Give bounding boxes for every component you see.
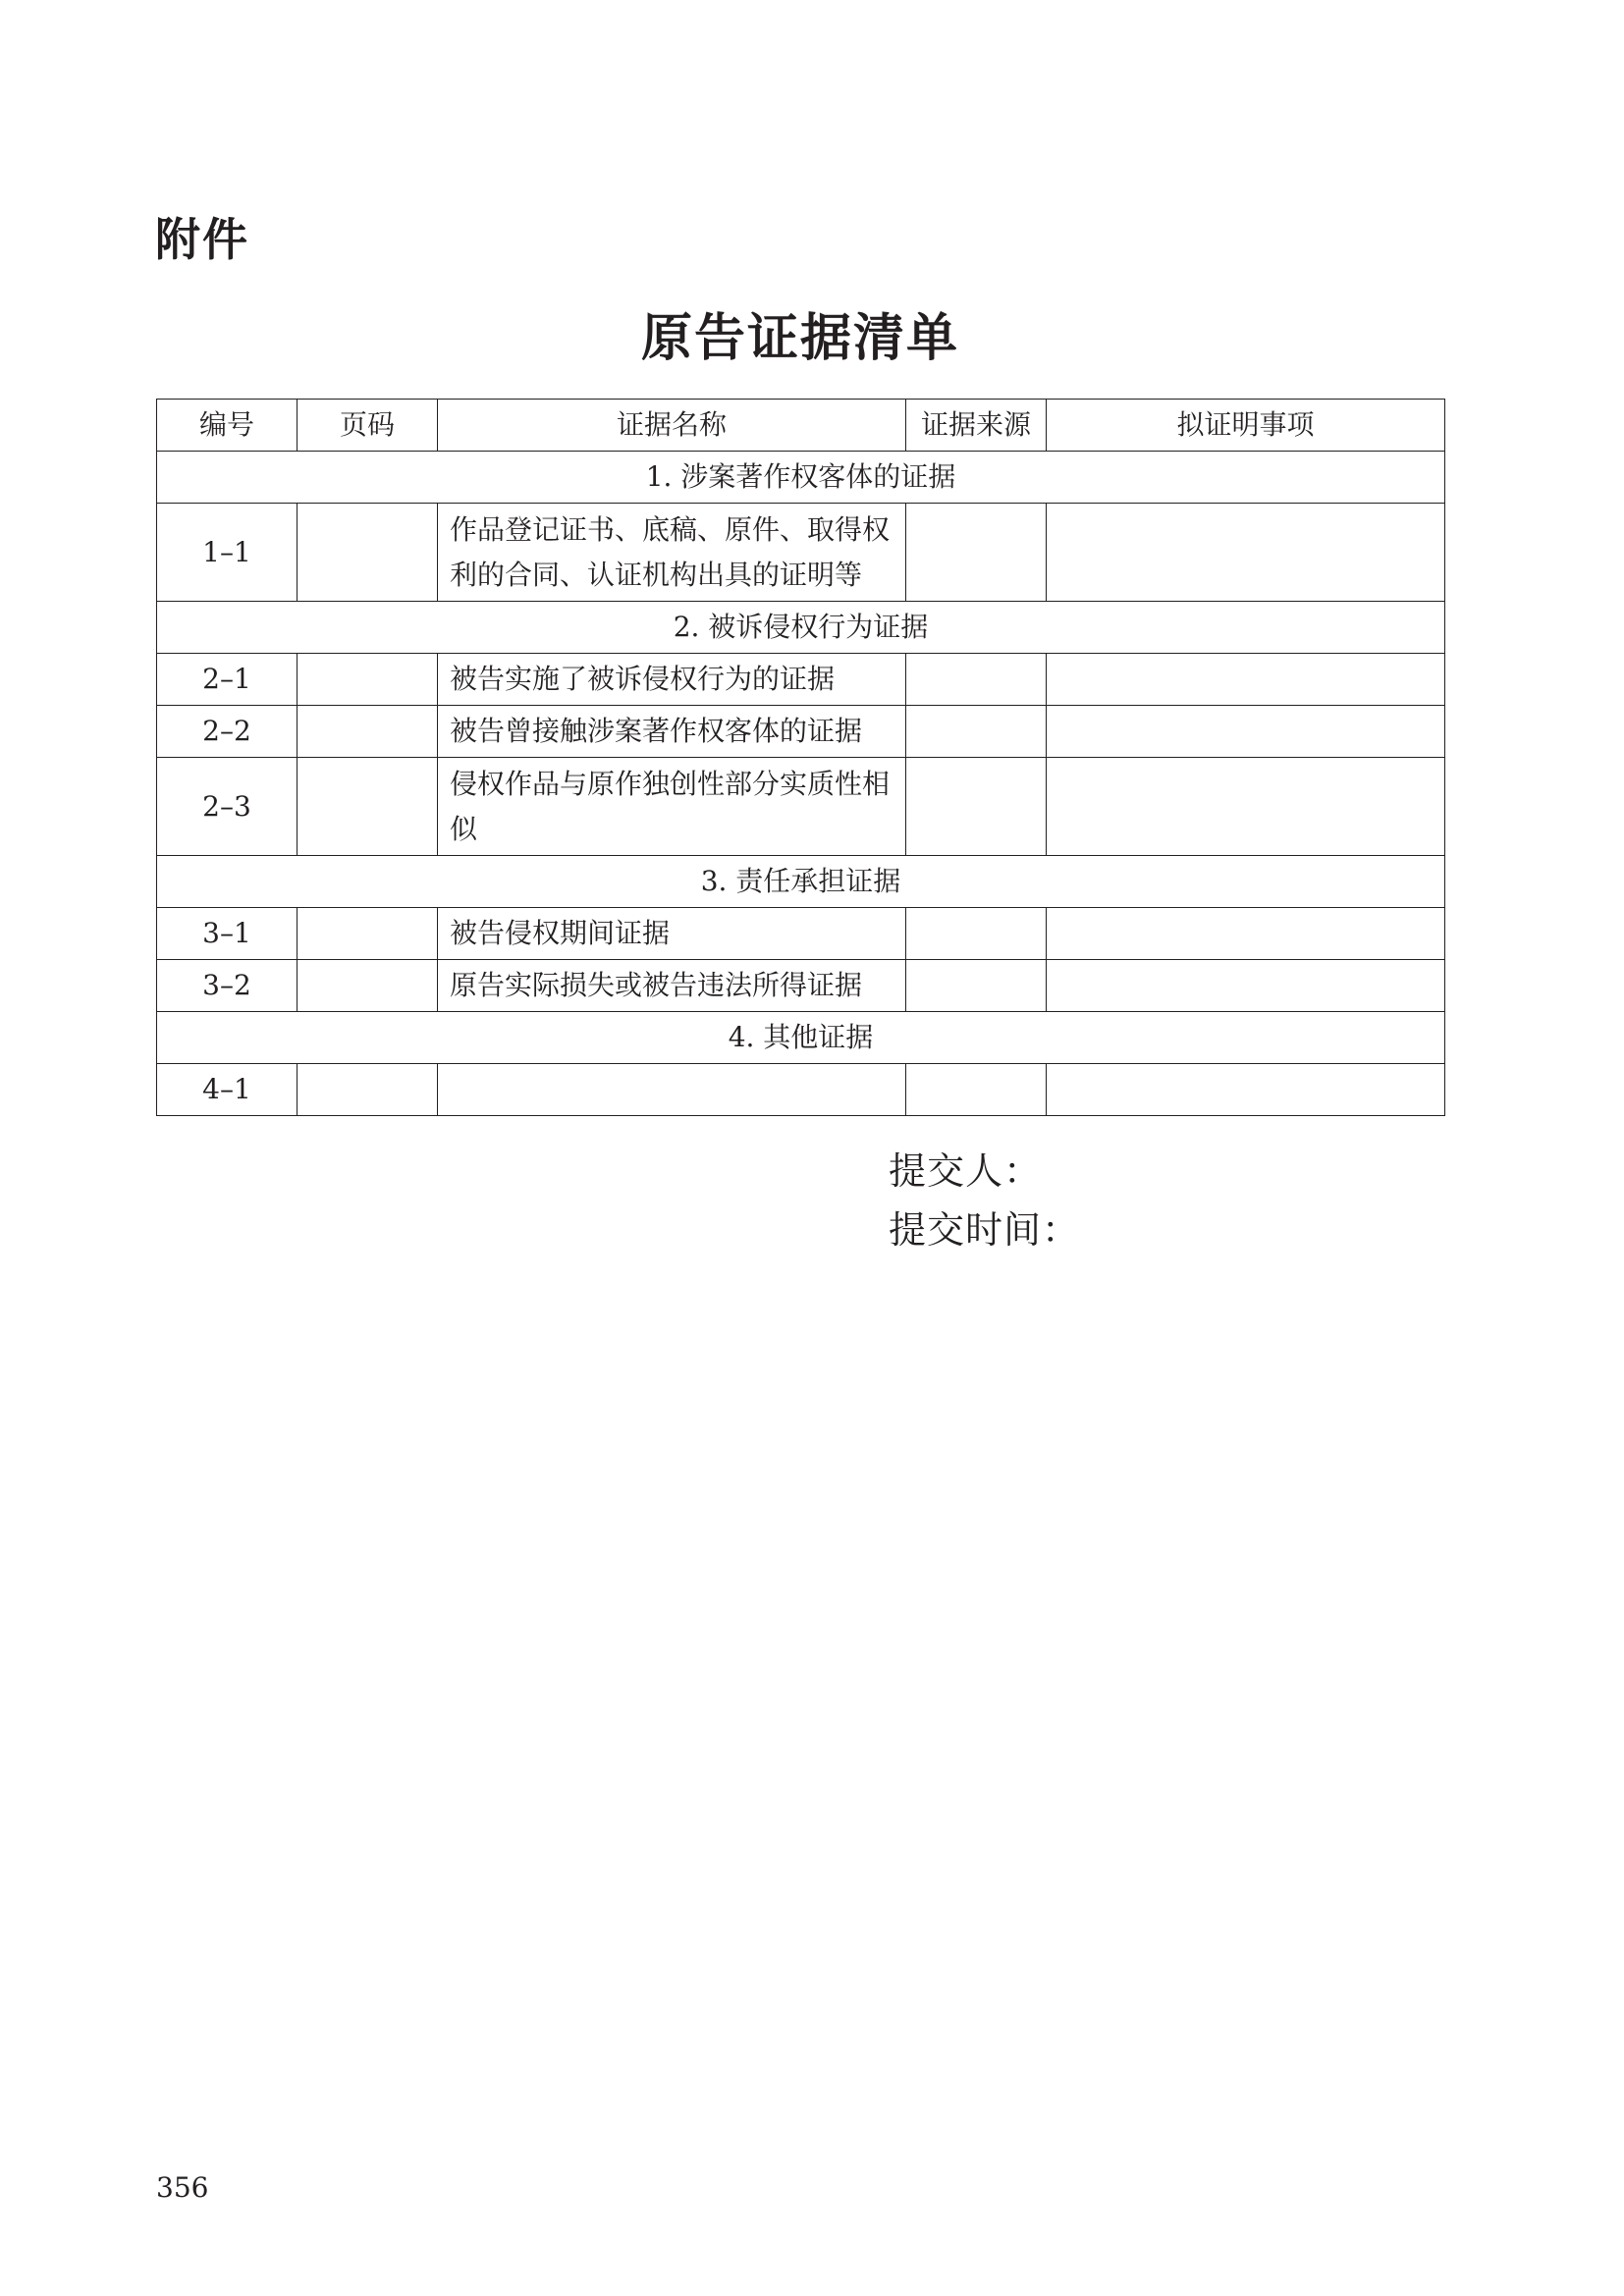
page-cell <box>298 960 438 1012</box>
evidence-id: 3–2 <box>157 960 298 1012</box>
table-row <box>157 504 1445 602</box>
header-page: 页码 <box>298 400 438 452</box>
page-cell <box>298 504 438 602</box>
proves-cell <box>1047 758 1445 856</box>
page-cell <box>298 758 438 856</box>
section-row <box>157 452 1445 504</box>
source-cell <box>906 960 1047 1012</box>
source-cell <box>906 908 1047 960</box>
evidence-id: 2–3 <box>157 758 298 856</box>
section-row <box>157 856 1445 908</box>
header-id: 编号 <box>157 400 298 452</box>
evidence-id: 3–1 <box>157 908 298 960</box>
submit-time-label: 提交时间： <box>889 1208 1081 1252</box>
header-facts-to-prove: 拟证明事项 <box>1047 400 1445 452</box>
section-label: 2. 被诉侵权行为证据 <box>157 602 1445 654</box>
table-row <box>157 758 1445 856</box>
attachment-label: 附件 <box>155 213 249 266</box>
table-row <box>157 908 1445 960</box>
evidence-name: 侵权作品与原作独创性部分实质性相似 <box>438 758 906 856</box>
table-row <box>157 654 1445 706</box>
table-row <box>157 706 1445 758</box>
section-row <box>157 602 1445 654</box>
submitter-label: 提交人： <box>889 1149 1043 1193</box>
section-label: 3. 责任承担证据 <box>157 856 1445 908</box>
table-row <box>157 1064 1445 1116</box>
source-cell <box>906 758 1047 856</box>
page-cell <box>298 706 438 758</box>
evidence-name: 被告侵权期间证据 <box>438 908 906 960</box>
proves-cell <box>1047 654 1445 706</box>
header-evidence-source: 证据来源 <box>906 400 1047 452</box>
evidence-id: 2–2 <box>157 706 298 758</box>
page-cell <box>298 1064 438 1116</box>
section-label: 4. 其他证据 <box>157 1012 1445 1064</box>
source-cell <box>906 706 1047 758</box>
source-cell <box>906 504 1047 602</box>
evidence-name <box>438 1064 906 1116</box>
section-row <box>157 1012 1445 1064</box>
source-cell <box>906 1064 1047 1116</box>
proves-cell <box>1047 1064 1445 1116</box>
source-cell <box>906 654 1047 706</box>
evidence-id: 4–1 <box>157 1064 298 1116</box>
page-number: 356 <box>156 2171 209 2204</box>
document-title: 原告证据清单 <box>640 308 959 368</box>
proves-cell <box>1047 504 1445 602</box>
section-label: 1. 涉案著作权客体的证据 <box>157 452 1445 504</box>
evidence-table <box>156 399 1445 1116</box>
page-cell <box>298 654 438 706</box>
proves-cell <box>1047 706 1445 758</box>
table-row <box>157 960 1445 1012</box>
proves-cell <box>1047 908 1445 960</box>
evidence-name: 原告实际损失或被告违法所得证据 <box>438 960 906 1012</box>
page-cell <box>298 908 438 960</box>
proves-cell <box>1047 960 1445 1012</box>
header-evidence-name: 证据名称 <box>438 400 906 452</box>
evidence-name: 被告实施了被诉侵权行为的证据 <box>438 654 906 706</box>
evidence-id: 2–1 <box>157 654 298 706</box>
table-header-row <box>157 400 1445 452</box>
evidence-name: 作品登记证书、底稿、原件、取得权利的合同、认证机构出具的证明等 <box>438 504 906 602</box>
evidence-name: 被告曾接触涉案著作权客体的证据 <box>438 706 906 758</box>
evidence-id: 1–1 <box>157 504 298 602</box>
